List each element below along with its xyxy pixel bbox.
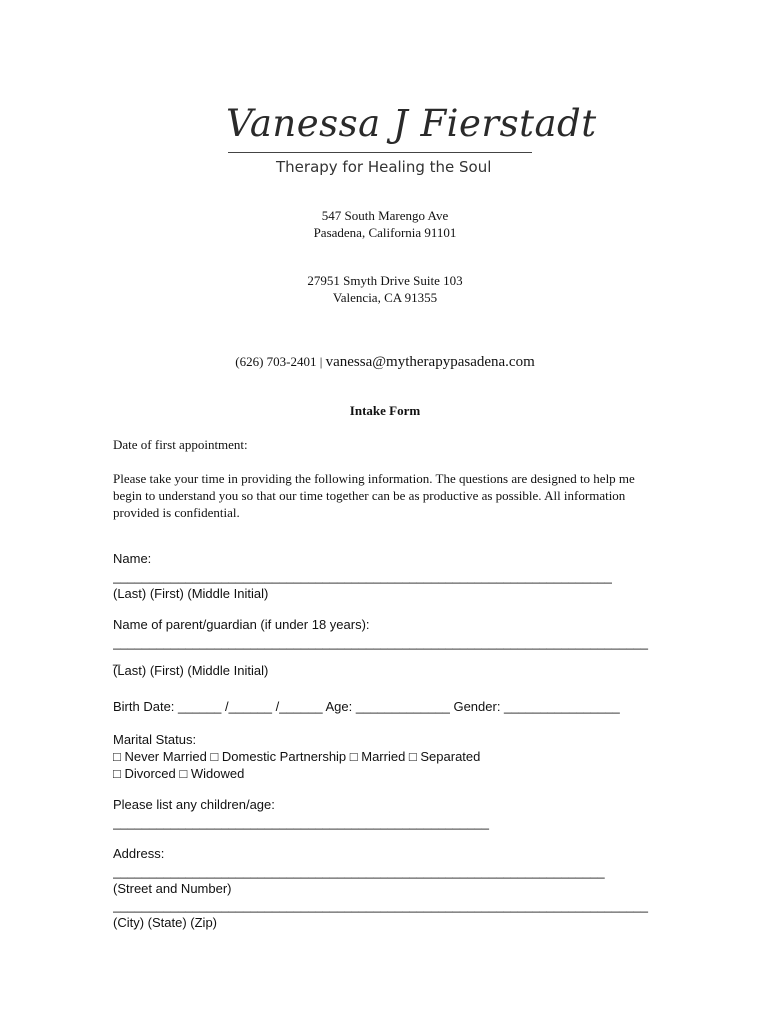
children-section: [113, 797, 658, 831]
address-line: Valencia, CA 91355: [332, 290, 438, 305]
address-valencia: [0, 272, 770, 306]
marital-options-row-2[interactable]: □ Divorced □ Widowed: [113, 766, 245, 781]
guardian-fill-line[interactable]: __________________________________________________________________________: [113, 635, 649, 650]
logo-underline: [228, 152, 532, 153]
guardian-hint: (Last) (First) (Middle Initial): [113, 663, 269, 678]
street-hint: (Street and Number): [113, 881, 232, 896]
logo-name: Vanessa J Fierstadt: [226, 102, 597, 145]
address-label: Address:: [113, 846, 165, 861]
children-label: Please list any children/age:: [113, 797, 275, 812]
practice-logo: [226, 98, 597, 178]
guardian-fill-line-continued: _: [113, 651, 121, 666]
address-line: 27951 Smyth Drive Suite 103: [307, 273, 463, 288]
contact-line: [0, 354, 770, 371]
email-address: vanessa@mytherapypasadena.com: [325, 354, 535, 370]
marital-options-row-1[interactable]: □ Never Married □ Domestic Partnership □ Married □ Separated: [113, 749, 481, 764]
form-title: Intake Form: [349, 403, 421, 418]
address-line: 547 South Marengo Ave: [321, 208, 449, 223]
address-pasadena: [0, 207, 770, 241]
guardian-label: Name of parent/guardian (if under 18 years):: [113, 617, 370, 632]
intro-paragraph: Please take your time in providing the following information. The questions are designed to help me begin to understand you so that our time together can be as productive as possible. All information provided is confidential.: [113, 471, 635, 520]
name-hint: (Last) (First) (Middle Initial): [113, 586, 269, 601]
city-hint: (City) (State) (Zip): [113, 915, 217, 930]
phone-number: (626) 703-2401: [235, 354, 317, 369]
address-section: [113, 846, 658, 931]
children-fill-line[interactable]: ____________________________________________________: [113, 815, 489, 830]
marital-status-section: [113, 732, 658, 782]
contact-separator: |: [316, 354, 326, 369]
street-fill-line[interactable]: ____________________________________________________________________: [113, 864, 605, 879]
guardian-section: [113, 617, 658, 679]
city-fill-line[interactable]: __________________________________________________________________________: [113, 898, 649, 913]
address-line: Pasadena, California 91101: [313, 225, 457, 240]
name-fill-line[interactable]: _____________________________________________________________________: [113, 569, 612, 584]
birth-age-gender-row[interactable]: Birth Date: ______ /______ /______ Age: _____________ Gender: ________________: [113, 699, 620, 714]
first-appointment-label: Date of first appointment:: [113, 437, 248, 452]
marital-status-label: Marital Status:: [113, 732, 197, 747]
logo-tagline: Therapy for Healing the Soul: [276, 158, 492, 176]
name-label: Name:: [113, 551, 152, 566]
name-section: [113, 551, 658, 602]
